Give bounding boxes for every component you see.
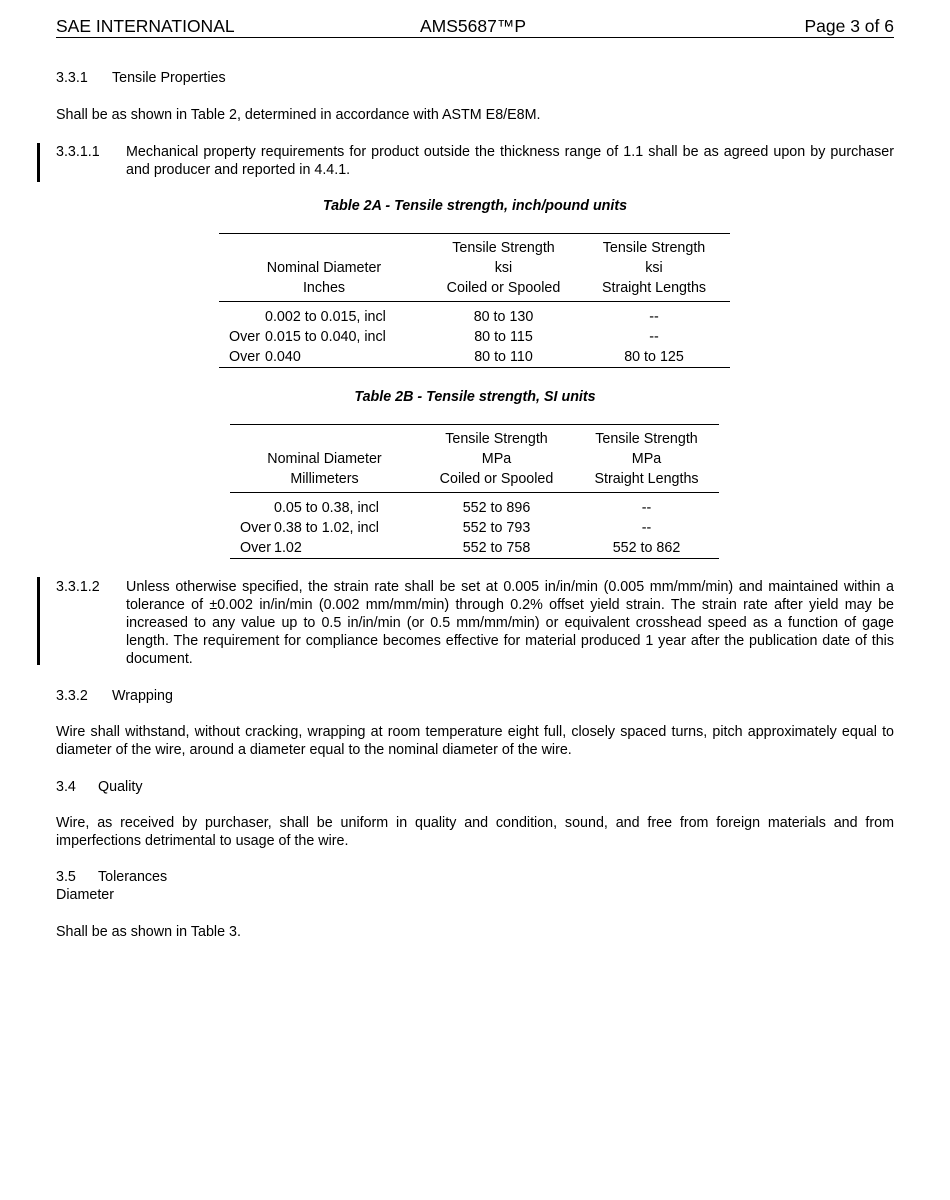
revision-bar bbox=[37, 577, 40, 665]
row-coiled: 80 to 115 bbox=[474, 329, 533, 345]
section-number: 3.3.2 bbox=[56, 688, 88, 704]
row-straight: -- bbox=[641, 500, 652, 516]
section-text: Unless otherwise specified, the strain rate shall be set at 0.005 in/in/min (0.005 mm/mm/min) and maintained within a tolerance of ±0.002 in/in/min (0.002 mm/mm/min) through 0.2% offset yield strain. The strain rate after yield may be increased to any value up to 0.5 in/in/min (or 0.5 mm/mm/min) or equivalent crosshead speed as a function of gage length. The requirement for compliance becomes effective for material produced 1 year after the publication date of this document. bbox=[126, 579, 894, 667]
row-prefix bbox=[230, 493, 274, 519]
header-spec-number: AMS5687™P bbox=[420, 16, 527, 36]
row-straight: 80 to 125 bbox=[578, 347, 730, 368]
row-prefix: Over bbox=[240, 520, 271, 536]
section-3-3-1-heading bbox=[56, 69, 894, 87]
header-tensile-coiled: Tensile Strength ksi Coiled or Spooled bbox=[429, 234, 578, 302]
section-text: Mechanical property requirements for product outside the thickness range of 1.1 shall be as agreed upon by purchaser and producer and reported in 4.4.1. bbox=[126, 144, 894, 178]
table-row bbox=[219, 302, 730, 328]
section-3-5-heading bbox=[56, 868, 894, 886]
section-3-5-text: Shall be as shown in Table 3. bbox=[56, 924, 241, 940]
row-straight: -- bbox=[641, 520, 652, 536]
section-3-3-1-text: Shall be as shown in Table 2, determined in accordance with ASTM E8/E8M. bbox=[56, 107, 541, 123]
row-straight: -- bbox=[649, 309, 659, 325]
table-row bbox=[219, 327, 730, 347]
header-nominal-diameter: Nominal Diameter Inches bbox=[219, 234, 429, 302]
subsection-title: Diameter bbox=[56, 887, 114, 903]
table-2a bbox=[219, 233, 730, 368]
section-title: Tolerances bbox=[98, 869, 168, 885]
table-2b-caption: Table 2B - Tensile strength, SI units bbox=[354, 389, 596, 405]
section-number: 3.4 bbox=[56, 779, 76, 795]
row-straight: 552 to 862 bbox=[574, 538, 719, 559]
row-diameter: 0.015 to 0.040, incl bbox=[265, 329, 386, 345]
section-number: 3.3.1.1 bbox=[56, 144, 100, 160]
row-straight: -- bbox=[649, 329, 659, 345]
section-3-3-1-1 bbox=[56, 143, 894, 179]
row-prefix: Over bbox=[219, 347, 265, 368]
table-row bbox=[230, 538, 719, 559]
row-prefix: Over bbox=[230, 538, 274, 559]
row-prefix bbox=[219, 302, 265, 328]
page-header bbox=[56, 16, 894, 38]
header-tensile-straight: Tensile Strength ksi Straight Lengths bbox=[578, 234, 730, 302]
section-3-4-heading bbox=[56, 778, 894, 796]
row-coiled: 552 to 758 bbox=[419, 538, 574, 559]
table-header-row bbox=[219, 234, 730, 302]
table-2b bbox=[230, 424, 719, 559]
table-row bbox=[219, 347, 730, 368]
section-title: Tensile Properties bbox=[112, 70, 226, 86]
header-nominal-diameter: Nominal Diameter Millimeters bbox=[230, 425, 419, 493]
header-tensile-coiled: Tensile Strength MPa Coiled or Spooled bbox=[419, 425, 574, 493]
section-title: Quality bbox=[98, 779, 143, 795]
section-title: Wrapping bbox=[112, 688, 173, 704]
section-number: 3.3.1 bbox=[56, 70, 88, 86]
header-tensile-straight: Tensile Strength MPa Straight Lengths bbox=[574, 425, 719, 493]
row-diameter: 0.05 to 0.38, incl bbox=[274, 500, 379, 516]
row-diameter: 1.02 bbox=[274, 538, 419, 559]
row-coiled: 552 to 793 bbox=[462, 520, 531, 536]
row-diameter: 0.38 to 1.02, incl bbox=[274, 520, 379, 536]
header-org: SAE INTERNATIONAL bbox=[56, 16, 235, 36]
section-3-3-2-text: Wire shall withstand, without cracking, wrapping at room temperature eight full, closely spaced turns, pitch approximately equal to diameter of the wire, around a diameter equal to the nominal diameter of the wire. bbox=[56, 724, 894, 758]
table-row bbox=[230, 518, 719, 538]
section-number: 3.5 bbox=[56, 869, 76, 885]
section-3-4-text: Wire, as received by purchaser, shall be uniform in quality and condition, sound, and free from foreign materials and from imperfections detrimental to usage of the wire. bbox=[56, 815, 894, 849]
revision-bar bbox=[37, 143, 40, 182]
table-2a-caption: Table 2A - Tensile strength, inch/pound units bbox=[322, 198, 628, 214]
row-coiled: 552 to 896 bbox=[462, 500, 531, 516]
table-header-row bbox=[230, 425, 719, 493]
row-diameter: 0.040 bbox=[265, 347, 429, 368]
row-coiled: 80 to 130 bbox=[473, 309, 534, 325]
row-prefix: Over bbox=[229, 329, 260, 345]
section-3-3-2-heading bbox=[56, 687, 894, 705]
section-number: 3.3.1.2 bbox=[56, 579, 100, 595]
header-page-number: Page 3 of 6 bbox=[804, 16, 894, 36]
table-row bbox=[230, 493, 719, 519]
section-3-3-1-2 bbox=[56, 578, 894, 668]
row-diameter: 0.002 to 0.015, incl bbox=[265, 309, 386, 325]
row-coiled: 80 to 110 bbox=[429, 347, 578, 368]
